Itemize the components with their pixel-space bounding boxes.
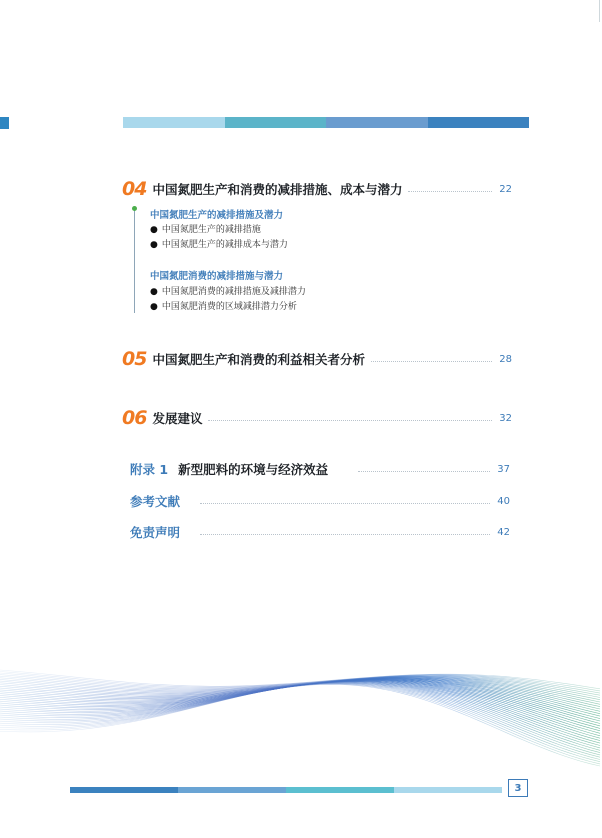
- right-edge-tick: [599, 0, 600, 22]
- bottom-bar-segment: [286, 787, 394, 793]
- toc-entry-section-04[interactable]: [122, 178, 512, 200]
- subsection-item-label: 中国氮肥消费的区域减排潜力分析: [161, 302, 297, 312]
- subsection-item[interactable]: [150, 237, 288, 250]
- toc-entry-disclaimer[interactable]: [130, 523, 510, 541]
- top-bar-segment: [326, 117, 428, 128]
- subsection-connector-dot: [132, 206, 137, 211]
- wave-line: [0, 684, 600, 762]
- bullet-icon: ●: [150, 302, 158, 312]
- bottom-color-bar: [70, 787, 502, 793]
- left-edge-marker: [0, 117, 9, 129]
- bottom-bar-segment: [70, 787, 178, 793]
- section-number: 04: [122, 178, 147, 200]
- top-bar-segment: [428, 117, 530, 128]
- subsection-item[interactable]: [150, 299, 297, 312]
- section-page-number: 28: [499, 353, 512, 365]
- dot-leader: [358, 471, 490, 472]
- page-number-box: 3: [508, 779, 528, 797]
- section-title: 发展建议: [152, 411, 203, 426]
- bullet-icon: ●: [150, 240, 158, 250]
- dot-leader: [371, 361, 492, 362]
- wave-line: [0, 681, 600, 743]
- bullet-icon: ●: [150, 287, 158, 297]
- subsection-connector-line: [134, 207, 135, 313]
- subsection-heading[interactable]: 中国氮肥生产的减排措施及潜力: [150, 210, 284, 221]
- section-page-number: 32: [499, 412, 512, 424]
- top-bar-segment: [123, 117, 225, 128]
- top-color-bar: [123, 117, 529, 128]
- subsection-item[interactable]: [150, 284, 306, 297]
- section-title: 中国氮肥生产和消费的利益相关者分析: [152, 352, 365, 367]
- appendix-title: 新型肥料的环境与经济效益: [178, 462, 329, 477]
- appendix-label: 免责声明: [130, 525, 181, 540]
- bottom-bar-segment: [178, 787, 286, 793]
- subsection-item-label: 中国氮肥生产的减排成本与潜力: [161, 240, 288, 250]
- section-number: 05: [122, 348, 147, 370]
- subsection-heading[interactable]: 中国氮肥消费的减排措施与潜力: [150, 271, 284, 282]
- appendix-page-number: 40: [497, 495, 510, 507]
- appendix-page-number: 37: [497, 463, 510, 475]
- appendix-page-number: 42: [497, 526, 510, 538]
- toc-entry-section-05[interactable]: [122, 348, 512, 370]
- subsection-item[interactable]: [150, 222, 261, 235]
- bottom-bar-segment: [394, 787, 502, 793]
- toc-entry-appendix-1[interactable]: [130, 460, 510, 478]
- toc-entry-section-06[interactable]: [122, 407, 512, 429]
- dot-leader: [200, 503, 490, 504]
- subsection-item-label: 中国氮肥生产的减排措施: [161, 225, 261, 235]
- top-bar-segment: [225, 117, 327, 128]
- section-title: 中国氮肥生产和消费的减排措施、成本与潜力: [152, 182, 403, 197]
- section-page-number: 22: [499, 183, 512, 195]
- appendix-label: 参考文献: [130, 494, 181, 509]
- subsection-item-label: 中国氮肥消费的减排措施及减排潜力: [161, 287, 306, 297]
- decorative-wave-graphic: [0, 640, 602, 770]
- dot-leader: [200, 534, 490, 535]
- wave-line: [0, 678, 600, 709]
- appendix-label: 附录 1: [130, 462, 169, 477]
- dot-leader: [408, 191, 492, 192]
- dot-leader: [208, 420, 492, 421]
- toc-entry-references[interactable]: [130, 492, 510, 510]
- section-number: 06: [122, 407, 147, 429]
- bullet-icon: ●: [150, 225, 158, 235]
